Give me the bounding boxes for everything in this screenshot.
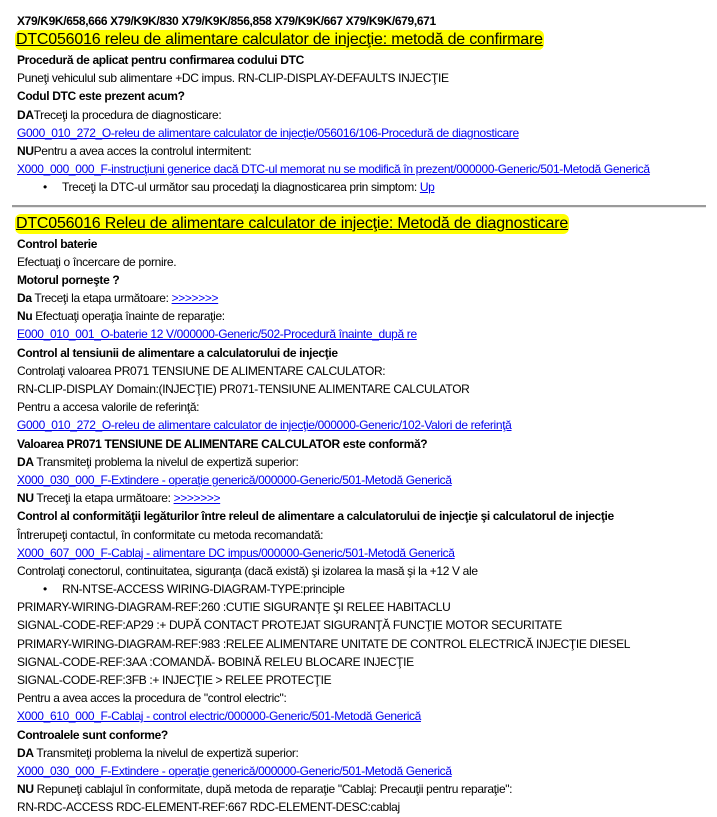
bullet-icon: • [43, 582, 47, 597]
engine-nu-text: Efectuaţi operaţia înainte de reparaţie: [32, 309, 225, 324]
connection-text-1: Întrerupeţi contactul, în conformitate cu metoda recomandată: [17, 527, 324, 542]
wiring-line: SIGNAL-CODE-REF:3FB :+ INJECŢIE > RELEE PROTECŢIE [17, 673, 332, 687]
voltage-da-text: Transmiteţi problema la nivelul de expertiză superior: [33, 454, 299, 469]
connection-text-2: Controlaţi conectorul, continuitatea, siguranţa (dacă există) şi izolarea la masă şi la +12 V ale [17, 563, 478, 578]
procedure-heading: Procedură de aplicat pentru confirmarea codului DTC [17, 53, 304, 67]
wiring-line: PRIMARY-WIRING-DIAGRAM-REF:983 :RELEE ALIMENTARE UNITATE DE CONTROL ELECTRICĂ INJECŢIE DIESEL [17, 636, 631, 651]
link-diagnostic-procedure[interactable]: G000_010_272_O-releu de alimentare calculator de injecţie/056016/106-Procedură de diagnosticare [17, 125, 519, 140]
link-next-step[interactable]: >>>>>>> [173, 491, 221, 506]
bullet-item-wiring-diagram [17, 580, 707, 598]
section-diagnostic [17, 214, 707, 235]
final-nu-row [17, 780, 707, 798]
voltage-text-1: Controlaţi valoarea PR071 TENSIUNE DE ALIMENTARE CALCULATOR: [17, 363, 386, 378]
section-title-diagnostic: DTC056016 Releu de alimentare calculator de injecţie: Metodă de diagnosticare [16, 214, 569, 232]
da-label: Da [17, 291, 32, 306]
voltage-nu-text: Treceţi la etapa următoare: [33, 491, 174, 506]
bullet-item-next-dtc [17, 178, 707, 196]
bullet-icon: • [43, 180, 47, 195]
answer-nu-row [17, 142, 707, 160]
engine-nu-row [17, 307, 707, 325]
procedure-text: Puneţi vehiculul sub alimentare +DC impus. RN-CLIP-DISPLAY-DEFAULTS INJECŢIE [17, 71, 449, 86]
link-reference-values[interactable]: G000_010_272_O-releu de alimentare calculator de injecţie/000000-Generic/102-Valori de referinţă [17, 418, 512, 433]
wiring-line: SIGNAL-CODE-REF:AP29 :+ DUPĂ CONTACT PROTEJAT SIGURANŢĂ FUNCŢIE MOTOR SECURITATE [17, 618, 562, 633]
wiring-line: PRIMARY-WIRING-DIAGRAM-REF:260 :CUTIE SIGURANŢE ŞI RELEE HABITACLU [17, 600, 451, 615]
nu-label: Nu [17, 309, 33, 324]
final-da-text: Transmiteţi problema la nivelul de expertiză superior: [33, 745, 299, 760]
dtc-present-question: Codul DTC este prezent acum? [17, 89, 185, 104]
voltage-text-3: Pentru a accesa valorile de referinţă: [17, 400, 200, 415]
engine-da-row [17, 289, 707, 307]
nu-label: NU [17, 143, 34, 158]
document-page [17, 12, 707, 817]
nu-label: NU [17, 491, 34, 506]
voltage-question: Valoarea PR071 TENSIUNE DE ALIMENTARE CALCULATOR este conformă? [17, 436, 428, 451]
bullet-text: RN-NTSE-ACCESS WIRING-DIAGRAM-TYPE:principle [62, 582, 345, 597]
connection-heading: Control al conformităţii legăturilor între releul de alimentare a calculatorului de injecţie şi calculatorul de injecţie [17, 509, 614, 524]
link-next-step[interactable]: >>>>>>> [171, 291, 219, 306]
section-confirmation [17, 30, 707, 51]
link-extension-generic[interactable]: X000_030_000_F-Extindere - operaţie generică/000000-Generic/501-Metodă Generică [17, 472, 452, 487]
final-da-row [17, 744, 707, 762]
engine-question: Motorul porneşte ? [17, 272, 120, 287]
voltage-text-2: RN-CLIP-DISPLAY Domain:(INJECŢIE) PR071-TENSIUNE ALIMENTARE CALCULATOR [17, 382, 470, 396]
nu-text: Pentru a avea acces la controlul intermitent: [33, 143, 252, 158]
answer-da-row [17, 106, 707, 124]
final-nu-text: Repuneţi cablajul în conformitate, după metoda de reparaţie "Cablaj: Precauţii pentru reparaţie": [33, 782, 513, 797]
voltage-da-row [17, 453, 707, 471]
nu-label: NU [17, 782, 34, 797]
vehicle-codes: X79/K9K/658,666 X79/K9K/830 X79/K9K/856,858 X79/K9K/667 X79/K9K/679,671 [17, 14, 436, 28]
link-up[interactable]: Up [419, 180, 435, 195]
electric-control-text: Pentru a avea acces la procedura de "control electric": [17, 691, 287, 706]
section-title-confirmation: DTC056016 releu de alimentare calculator de injecţie: metodă de confirmare [16, 31, 543, 48]
da-text: Treceţi la procedura de diagnosticare: [33, 107, 222, 122]
wiring-line: SIGNAL-CODE-REF:3AA :COMANDĂ- BOBINĂ RELEU BLOCARE INJECŢIE [17, 654, 414, 669]
engine-da-text: Treceţi la etapa următoare: [31, 291, 172, 306]
link-wiring-dc[interactable]: X000_607_000_F-Cablaj - alimentare DC impus/000000-Generic/501-Metodă Generică [17, 545, 455, 560]
link-extension-generic[interactable]: X000_030_000_F-Extindere - operaţie generică/000000-Generic/501-Metodă Generică [17, 763, 452, 778]
bullet-text: Treceţi la DTC-ul următor sau procedaţi la diagnosticarea prin simptom: [62, 180, 420, 195]
battery-heading: Control baterie [17, 236, 98, 251]
da-label: DA [17, 107, 34, 122]
final-question: Controalele sunt conforme? [17, 727, 168, 742]
da-label: DA [17, 454, 34, 469]
link-electric-control[interactable]: X000_610_000_F-Cablaj - control electric/000000-Generic/501-Metodă Generică [17, 709, 422, 724]
battery-text: Efectuaţi o încercare de pornire. [17, 254, 177, 269]
rdc-access-text: RN-RDC-ACCESS RDC-ELEMENT-REF:667 RDC-ELEMENT-DESC:cablaj [17, 800, 400, 815]
voltage-nu-row [17, 489, 707, 507]
voltage-heading: Control al tensiunii de alimentare a calculatorului de injecţie [17, 345, 338, 360]
section-divider [12, 205, 706, 208]
link-battery-procedure[interactable]: E000_010_001_O-baterie 12 V/000000-Generic/502-Procedură înainte_după re [17, 327, 417, 342]
da-label: DA [17, 745, 34, 760]
link-generic-instructions[interactable]: X000_000_000_F-instrucţiuni generice dacă DTC-ul memorat nu se modifică în prezent/000000-Generic/501-Metodă Generică [17, 162, 650, 177]
